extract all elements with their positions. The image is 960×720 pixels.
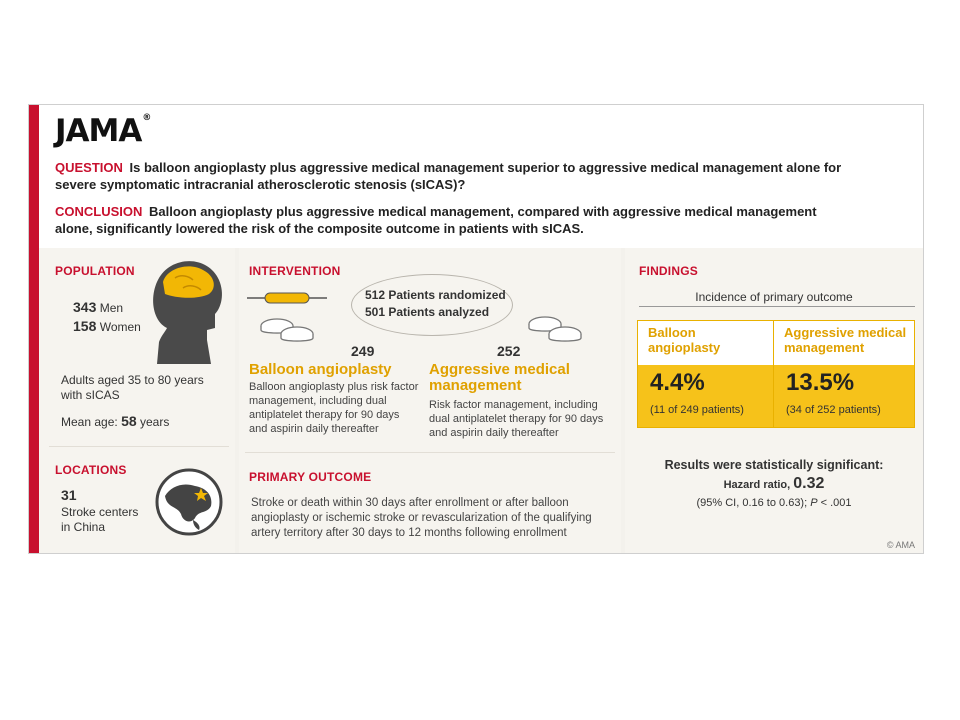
locations-line1: Stroke centers xyxy=(61,505,139,519)
arm2-name2: management xyxy=(429,377,522,394)
question xyxy=(55,159,845,193)
arm1-desc3: antiplatelet therapy for 90 days xyxy=(249,409,400,421)
infographic-card xyxy=(28,104,924,554)
findings-rule xyxy=(639,306,915,307)
head-brain-icon xyxy=(145,256,229,364)
accent-bar xyxy=(29,105,39,553)
result-box-balloon-label: Balloon angioplasty xyxy=(648,325,721,355)
findings-title: FINDINGS xyxy=(639,264,698,278)
mean-age: Mean age: 58 years xyxy=(61,413,170,429)
conclusion-text: Balloon angioplasty plus aggressive medical management, compared with aggressive medical management alone, significantly lowered the risk of the composite outcome in patients with sICAS. xyxy=(55,204,817,236)
conclusion xyxy=(55,203,845,237)
globe-icon xyxy=(153,466,225,538)
pills-icon-left xyxy=(259,310,317,344)
copyright: © AMA xyxy=(886,540,915,550)
population-panel xyxy=(39,248,235,554)
result-box-medical xyxy=(773,320,915,428)
result-box-balloon-fill xyxy=(638,365,778,427)
intervention-panel xyxy=(239,248,621,554)
confidence-interval: (95% CI, 0.16 to 0.63); P < .001 xyxy=(696,497,852,509)
arm1-name: Balloon angioplasty xyxy=(249,361,392,378)
arm2-count: 252 xyxy=(497,343,521,359)
locations-line2: in China xyxy=(61,520,106,534)
locations-title: LOCATIONS xyxy=(55,463,127,477)
bottom-section xyxy=(39,248,923,554)
arm2-name1: Aggressive medical xyxy=(429,361,570,378)
result-box-balloon xyxy=(637,320,779,428)
result-box-medical-fill xyxy=(774,365,914,427)
arm2-desc2: dual antiplatelet therapy for 90 days xyxy=(429,413,604,425)
men-stat: 343 Men xyxy=(73,299,124,315)
question-label: QUESTION xyxy=(55,160,123,175)
arm1-count: 249 xyxy=(351,343,375,359)
arm1-desc4: and aspirin daily thereafter xyxy=(249,423,379,435)
arm2-desc3: and aspirin daily thereafter xyxy=(429,427,559,439)
arm1-desc2: management, including dual xyxy=(249,395,387,407)
locations-count: 31 xyxy=(61,487,77,503)
outcome-line3: artery territory after 30 days to 12 months following enrollment xyxy=(251,527,567,539)
age-line1: Adults aged 35 to 80 years xyxy=(61,373,204,387)
findings-subtitle: Incidence of primary outcome xyxy=(695,290,853,304)
conclusion-label: CONCLUSION xyxy=(55,204,143,219)
outcome-line1: Stroke or death within 30 days after enrollment or after balloon xyxy=(251,497,569,509)
pills-icon-right xyxy=(527,312,585,346)
intervention-title: INTERVENTION xyxy=(249,264,341,278)
significance-text: Results were statistically significant: xyxy=(664,458,884,472)
balloon-patients: (11 of 249 patients) xyxy=(650,404,744,416)
medical-percent: 13.5% xyxy=(786,369,855,396)
findings-panel xyxy=(625,248,923,554)
result-box-medical-label: Aggressive medical management xyxy=(784,325,907,355)
hazard-ratio: Hazard ratio, 0.32 xyxy=(723,475,825,492)
medical-patients: (34 of 252 patients) xyxy=(786,404,881,416)
women-stat: 158 Women xyxy=(73,318,141,334)
jama-logo: JAMA® xyxy=(55,113,151,149)
balloon-catheter-icon xyxy=(247,288,327,308)
age-line2: with sICAS xyxy=(61,388,120,402)
balloon-percent: 4.4% xyxy=(650,369,705,396)
analyzed-text: 501 Patients analyzed xyxy=(365,305,490,319)
panel-divider xyxy=(49,446,229,447)
population-title: POPULATION xyxy=(55,264,135,278)
question-text: Is balloon angioplasty plus aggressive medical management superior to aggressive medical management alone for severe symptomatic intracranial atherosclerotic stenosis (sICAS)? xyxy=(55,160,842,192)
primary-outcome-title: PRIMARY OUTCOME xyxy=(249,470,372,484)
randomized-text: 512 Patients randomized xyxy=(365,288,506,302)
outcome-line2: angioplasty or ischemic stroke or revascularization of the qualifying xyxy=(251,512,592,524)
arm2-desc1: Risk factor management, including xyxy=(429,399,598,411)
intervention-divider xyxy=(245,452,615,453)
arm1-desc1: Balloon angioplasty plus risk factor xyxy=(249,381,419,393)
